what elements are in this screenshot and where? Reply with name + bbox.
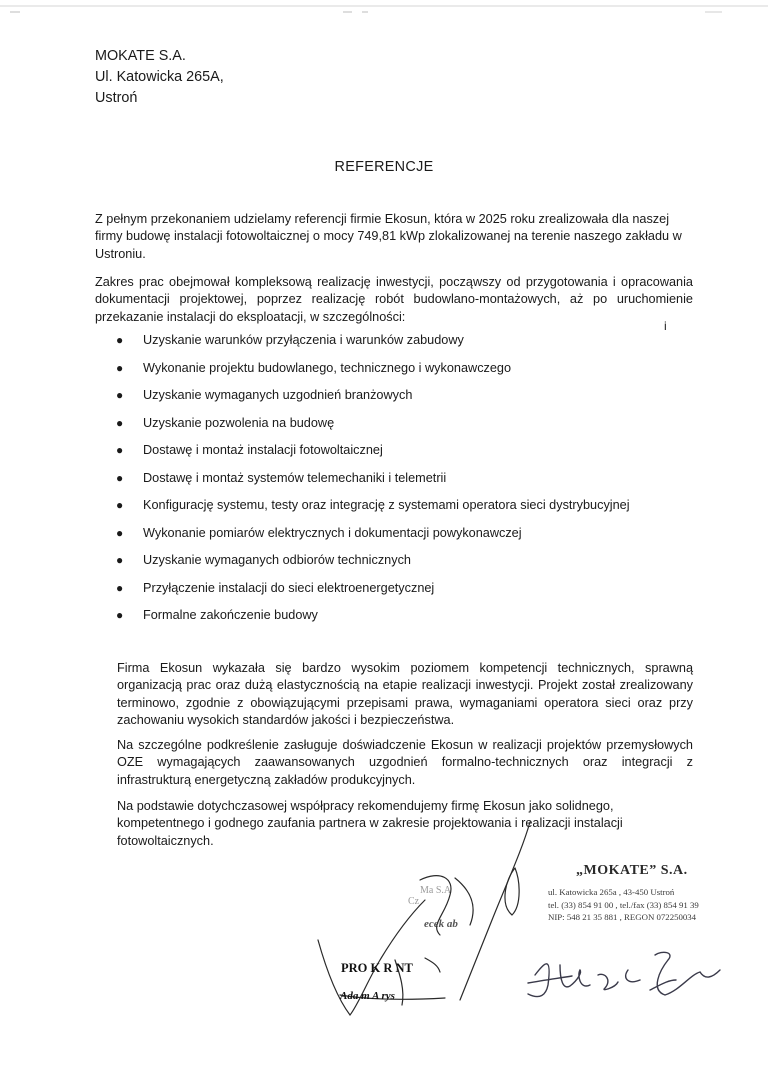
list-item-text: Dostawę i montaż instalacji fotowoltaicznej bbox=[143, 443, 383, 457]
signature-stamp-company: PRO K R NT bbox=[341, 961, 413, 975]
svg-text:Cz: Cz bbox=[408, 896, 420, 907]
svg-text:Ma S.A: Ma S.A bbox=[420, 885, 452, 896]
bullet-icon: ● bbox=[116, 443, 124, 457]
intro-paragraph: Z pełnym przekonaniem udzielamy referencji firmie Ekosun, która w 2025 roku zrealizowała dla naszej firmy budowę instalacji fotowoltaicznej o mocy 749,81 kWp zlokalizowanej na terenie naszego zakładu w Ustroniu. bbox=[95, 212, 682, 261]
bullet-icon: ● bbox=[116, 553, 124, 567]
list-item-text: Uzyskanie pozwolenia na budowę bbox=[143, 415, 335, 430]
faded-signatory-stamp bbox=[408, 885, 458, 930]
recommendation-paragraph: Na podstawie dotychczasowej współpracy rekomendujemy firmę Ekosun jako solidnego, kompetentnego i godnego zaufania partnera w zakresie projektowania i realizacji instalacji fotowoltaicznych. bbox=[117, 799, 623, 848]
list-item bbox=[114, 442, 694, 470]
assessment-paragraph: Firma Ekosun wykazała się bardzo wysokim poziomem kompetencji technicznych, sprawną organizacją prac oraz dużą elastycznością na etapie realizacji inwestycji. Projekt został zrealizowany terminowo, zgodnie z obowiązującymi przepisami prawa, wymaganiami operatora sieci oraz przy zachowaniu wysokich standardów jakości i bezpieczeństwa. bbox=[117, 661, 693, 727]
list-item bbox=[114, 497, 694, 525]
list-item-text: Uzyskanie wymaganych uzgodnień branżowych bbox=[143, 388, 413, 402]
second-signature bbox=[528, 952, 720, 996]
bullet-icon: ● bbox=[116, 415, 124, 430]
list-item-text: Dostawę i montaż systemów telemechaniki i telemetrii bbox=[143, 470, 447, 485]
list-item bbox=[114, 580, 694, 608]
scope-list bbox=[114, 332, 694, 635]
list-item-text: Uzyskanie wymaganych odbiorów technicznych bbox=[143, 553, 411, 567]
scope-paragraph: Zakres prac obejmował kompleksową realizację inwestycji, począwszy od przygotowania i opracowania dokumentacji projektowej, poprzez realizację robót budowlano-montażowych, aż po uruchomienie przekazanie instalacji do eksploatacji, w szczególności: bbox=[95, 275, 693, 324]
stamp-tax-ids: NIP: 548 21 35 881 , REGON 072250034 bbox=[548, 912, 697, 923]
bullet-icon: ● bbox=[116, 360, 124, 375]
director-signature bbox=[318, 822, 530, 1015]
stamp-phone: tel. (33) 854 91 00 , tel./fax (33) 854 91 39 bbox=[548, 899, 699, 910]
list-item bbox=[114, 332, 694, 360]
stamp-company-name: „MOKATE” S.A. bbox=[576, 863, 688, 878]
address-company: MOKATE S.A. bbox=[95, 48, 186, 64]
list-item-text: Konfigurację systemu, testy oraz integrację z systemami operatora sieci dystrybucyjnej bbox=[143, 498, 630, 512]
scan-edge-marks bbox=[0, 2, 768, 14]
document-title: REFERENCJE bbox=[334, 159, 434, 175]
list-item bbox=[114, 552, 694, 580]
bullet-icon: ● bbox=[116, 498, 124, 512]
list-item bbox=[114, 525, 694, 553]
bullet-icon: ● bbox=[116, 525, 124, 540]
address-city: Ustroń bbox=[95, 90, 138, 106]
list-item-text: Wykonanie pomiarów elektrycznych i dokumentacji powykonawczej bbox=[143, 525, 522, 540]
bullet-icon: ● bbox=[116, 333, 124, 347]
list-item-text: Uzyskanie warunków przyłączenia i warunków zabudowy bbox=[143, 333, 464, 347]
list-item bbox=[114, 470, 694, 498]
bullet-icon: ● bbox=[116, 608, 124, 622]
company-stamp bbox=[548, 863, 728, 924]
list-item bbox=[114, 387, 694, 415]
list-item bbox=[114, 360, 694, 388]
list-item bbox=[114, 415, 694, 443]
bullet-icon: ● bbox=[116, 580, 124, 595]
signature-stamp-name: Ada m A rys bbox=[340, 990, 395, 1002]
bullet-icon: ● bbox=[116, 388, 124, 402]
list-item-text: Wykonanie projektu budowlanego, technicznego i wykonawczego bbox=[143, 360, 512, 375]
recipient-address bbox=[95, 46, 224, 109]
stamp-address: ul. Katowicka 265a , 43-450 Ustroń bbox=[548, 887, 675, 897]
list-item bbox=[114, 607, 694, 635]
svg-text:ecek ab: ecek ab bbox=[424, 918, 458, 930]
list-item-text: Formalne zakończenie budowy bbox=[143, 608, 318, 622]
stray-mark: i bbox=[664, 319, 667, 333]
experience-paragraph: Na szczególne podkreślenie zasługuje doświadczenie Ekosun w realizacji projektów przemysłowych OZE wymagających zaawansowanych uzgodnień formalno-technicznych oraz integracji z infrastrukturą energetyczną zakładów produkcyjnych. bbox=[117, 738, 693, 787]
list-item-text: Przyłączenie instalacji do sieci elektroenergetycznej bbox=[143, 580, 435, 595]
address-street: Ul. Katowicka 265A, bbox=[95, 69, 224, 85]
bullet-icon: ● bbox=[116, 470, 124, 485]
